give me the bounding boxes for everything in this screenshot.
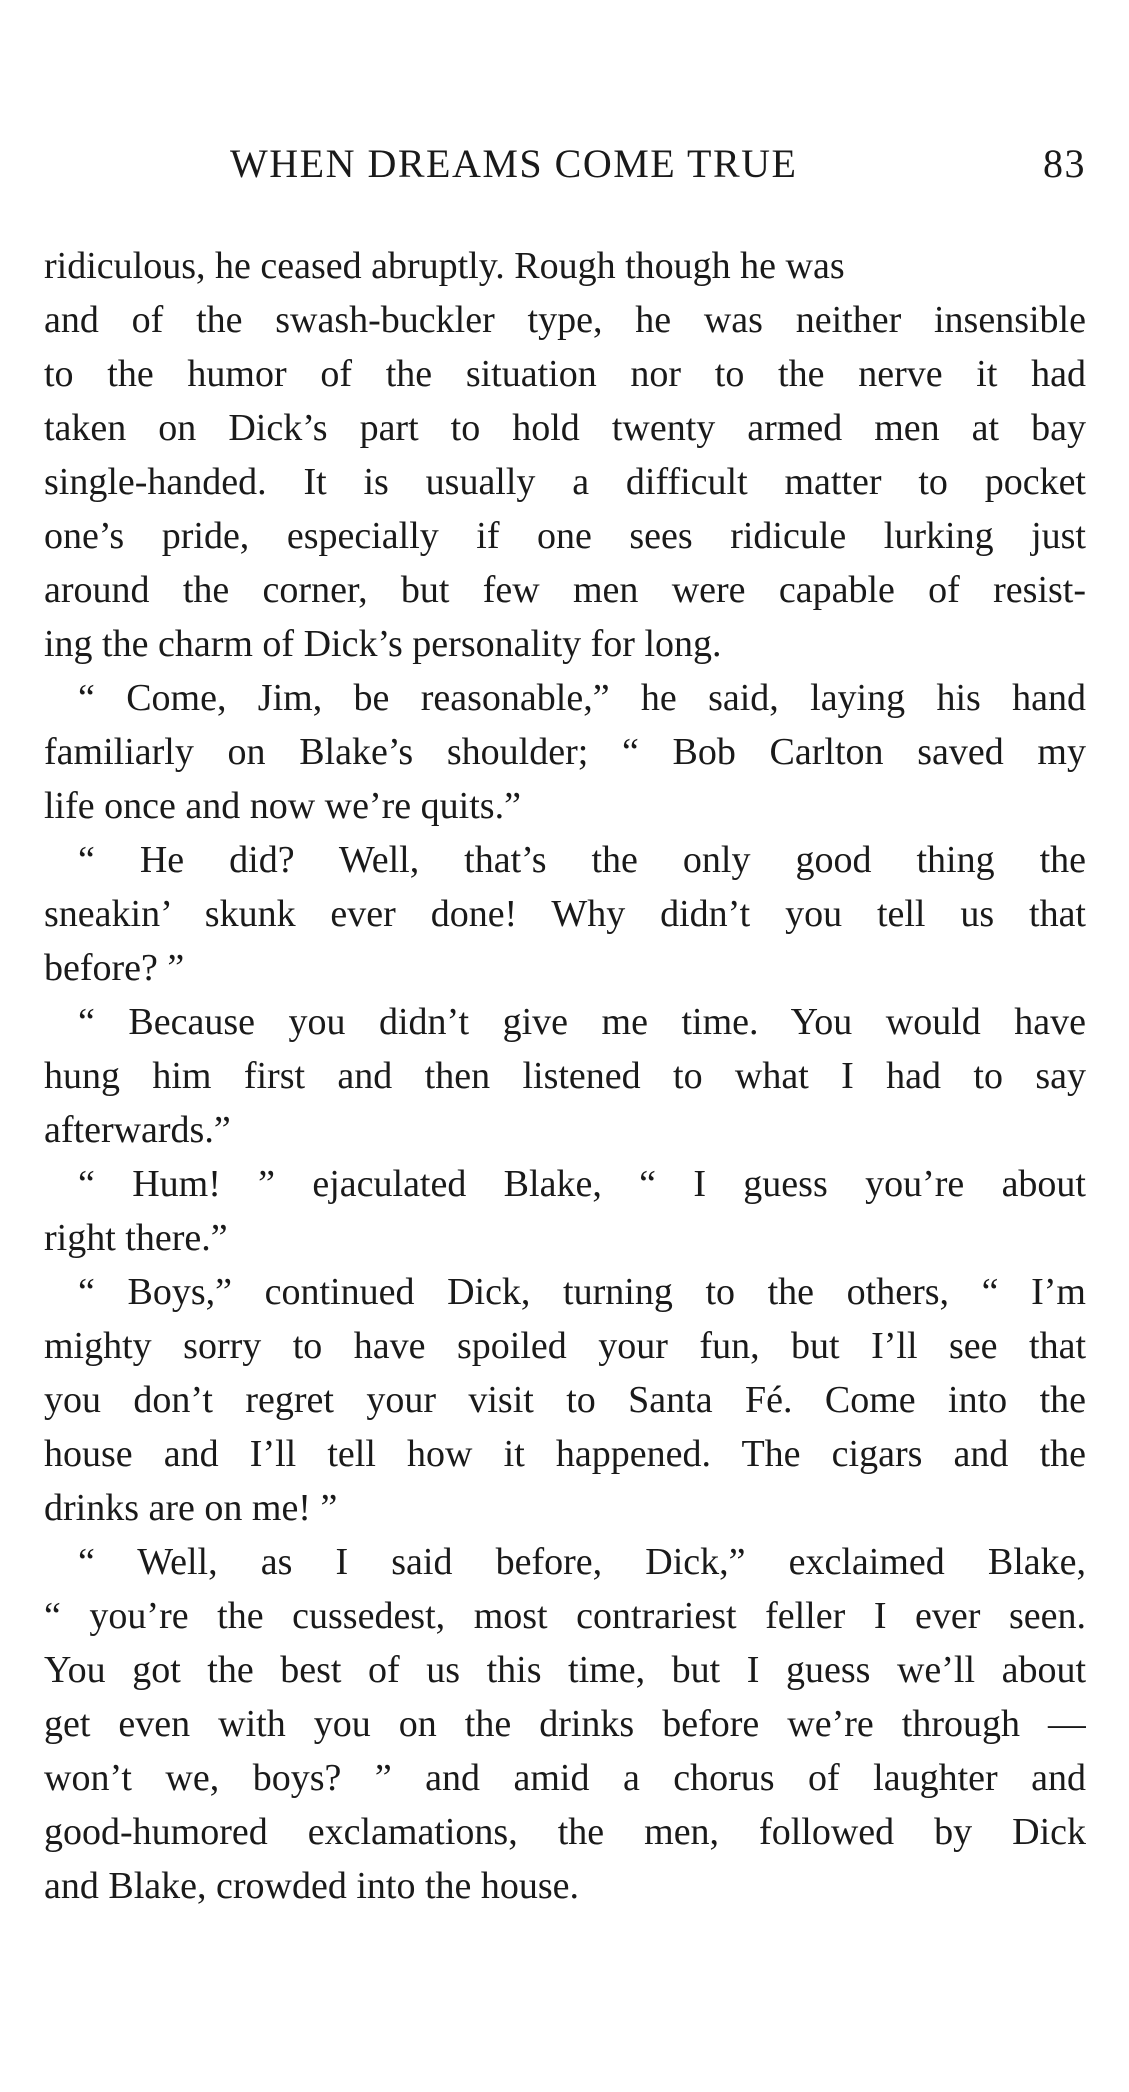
- text-line: single-handed. It is usually a difficult matter to pocket: [44, 461, 1086, 503]
- text-line: familiarly on Blake’s shoulder; “ Bob Carlton saved my: [44, 731, 1086, 773]
- text-line: house and I’ll tell how it happened. The cigars and the: [44, 1433, 1086, 1475]
- running-head: [44, 140, 1086, 196]
- text-line: one’s pride, especially if one sees ridicule lurking just: [44, 515, 1086, 557]
- text-line: drinks are on me! ”: [44, 1487, 338, 1529]
- text-line: to the humor of the situation nor to the nerve it had: [44, 353, 1086, 395]
- text-line: good-humored exclamations, the men, followed by Dick: [44, 1811, 1086, 1853]
- text-line: afterwards.”: [44, 1109, 231, 1151]
- text-line: mighty sorry to have spoiled your fun, but I’ll see that: [44, 1325, 1086, 1367]
- text-line: “ Boys,” continued Dick, turning to the others, “ I’m: [78, 1271, 1086, 1313]
- text-line: ridiculous, he ceased abruptly. Rough though he was: [44, 245, 845, 287]
- text-line: “ He did? Well, that’s the only good thing the: [78, 839, 1086, 881]
- text-line: “ Because you didn’t give me time. You would have: [78, 1001, 1086, 1043]
- text-line: sneakin’ skunk ever done! Why didn’t you tell us that: [44, 893, 1086, 935]
- text-line: “ Come, Jim, be reasonable,” he said, laying his hand: [78, 677, 1086, 719]
- text-line: you don’t regret your visit to Santa Fé. Come into the: [44, 1379, 1086, 1421]
- text-line: “ you’re the cussedest, most contrariest feller I ever seen.: [44, 1595, 1086, 1637]
- text-line: around the corner, but few men were capable of resist-: [44, 569, 1086, 611]
- text-line: “ Hum! ” ejaculated Blake, “ I guess you’re about: [78, 1163, 1086, 1205]
- text-line: and of the swash-buckler type, he was neither insensible: [44, 299, 1086, 341]
- text-line: get even with you on the drinks before we’re through —: [44, 1703, 1086, 1745]
- text-line: before? ”: [44, 947, 185, 989]
- text-line: taken on Dick’s part to hold twenty armed men at bay: [44, 407, 1086, 449]
- text-line: You got the best of us this time, but I guess we’ll about: [44, 1649, 1086, 1691]
- text-line: hung him first and then listened to what I had to say: [44, 1055, 1086, 1097]
- text-line: “ Well, as I said before, Dick,” exclaimed Blake,: [78, 1541, 1086, 1583]
- running-title: WHEN DREAMS COME TRUE: [230, 141, 798, 186]
- book-page: [44, 0, 1086, 2092]
- body-text: [44, 239, 1086, 1913]
- text-line: and Blake, crowded into the house.: [44, 1865, 580, 1907]
- page-number: 83: [1043, 141, 1086, 186]
- text-line: right there.”: [44, 1217, 228, 1259]
- text-line: ing the charm of Dick’s personality for long.: [44, 623, 722, 665]
- text-line: life once and now we’re quits.”: [44, 785, 521, 827]
- text-line: won’t we, boys? ” and amid a chorus of laughter and: [44, 1757, 1086, 1799]
